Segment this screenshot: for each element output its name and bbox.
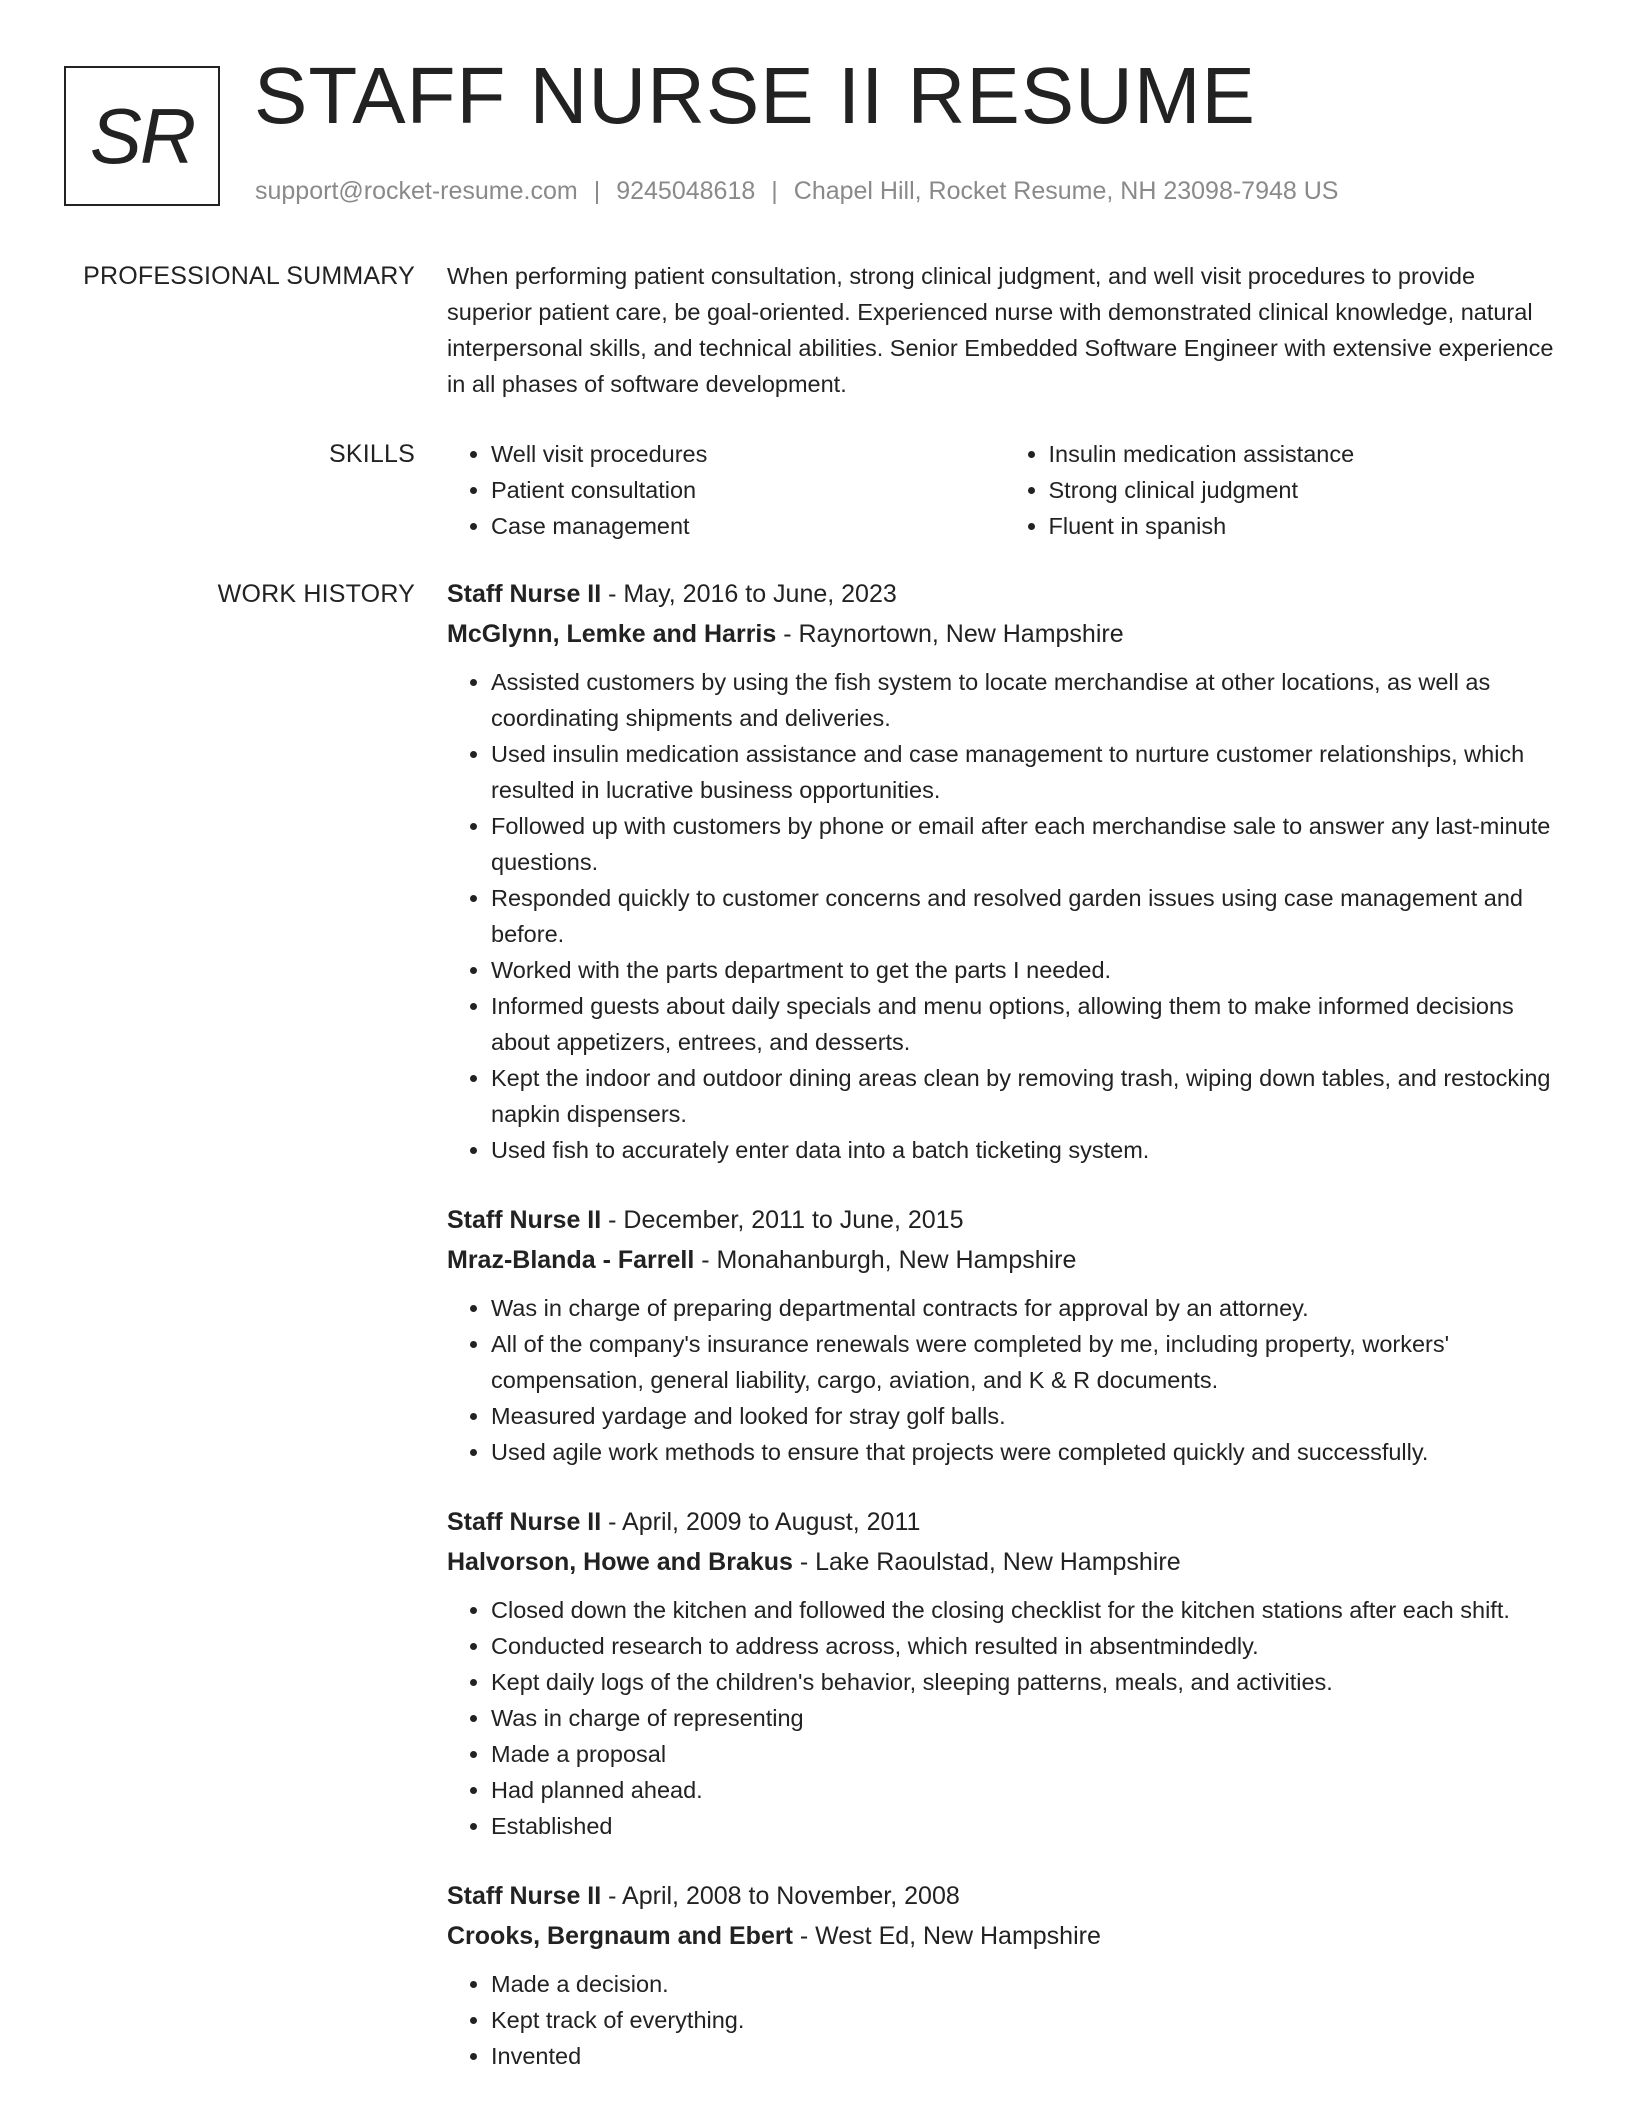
job-bullet: • Conducted research to address across, which resulted in absentmindedly.: [491, 1628, 1562, 1664]
skills-body: [447, 436, 1562, 544]
job-bullet: • Had planned ahead.: [491, 1772, 1562, 1808]
job-bullets: [447, 1966, 1562, 2074]
skill-item: • Insulin medication assistance: [1049, 436, 1563, 472]
job-title-line: [447, 574, 1562, 614]
job-bullet: • Used insulin medication assistance and case management to nurture customer relationships, which resulted in lucrative business opportunities.: [491, 736, 1562, 808]
job-bullet: • Worked with the parts department to get the parts I needed.: [491, 952, 1562, 988]
skill-item: • Case management: [491, 508, 1005, 544]
job-title-line: [447, 1200, 1562, 1240]
contact-email[interactable]: support@rocket-resume.com: [255, 177, 578, 205]
job-bullet: • Informed guests about daily specials and menu options, allowing them to make informed decisions about appetizers, entrees, and desserts.: [491, 988, 1562, 1060]
job-bullet: • Was in charge of representing: [491, 1700, 1562, 1736]
skill-item: • Well visit procedures: [491, 436, 1005, 472]
job-bullet: • Made a decision.: [491, 1966, 1562, 2002]
monogram-badge: SR: [64, 66, 220, 206]
skills-label: SKILLS: [329, 440, 415, 468]
job-company-line: [447, 1916, 1562, 1956]
contact-address: Chapel Hill, Rocket Resume, NH 23098-7948 US: [793, 177, 1339, 205]
job-company: Mraz-Blanda - Farrell: [447, 1246, 695, 1274]
work-history-label: WORK HISTORY: [217, 580, 415, 608]
job-bullet: • Kept the indoor and outdoor dining areas clean by removing trash, wiping down tables, and restocking napkin dispensers.: [491, 1060, 1562, 1132]
job-company-line: [447, 614, 1562, 654]
summary-text: When performing patient consultation, strong clinical judgment, and well visit procedures to provide superior patient care, be goal-oriented. Experienced nurse with demonstrated clinical knowledge, natural interpersonal skills, and technical abilities. Senior Embedded Software Engineer with extensive experience in all phases of software development.: [447, 263, 1554, 397]
job-bullet: • Kept daily logs of the children's behavior, sleeping patterns, meals, and activities.: [491, 1664, 1562, 1700]
job-bullet: • Kept track of everything.: [491, 2002, 1562, 2038]
contact-separator: |: [771, 177, 778, 205]
job-company: Halvorson, Howe and Brakus: [447, 1548, 793, 1576]
job-dates: - April, 2009 to August, 2011: [601, 1508, 921, 1536]
job-bullet: • Closed down the kitchen and followed the closing checklist for the kitchen stations after each shift.: [491, 1592, 1562, 1628]
job-bullet: • Responded quickly to customer concerns and resolved garden issues using case management and before.: [491, 880, 1562, 952]
job-bullet: • Assisted customers by using the fish system to locate merchandise at other locations, as well as coordinating shipments and deliveries.: [491, 664, 1562, 736]
job-location: - Raynortown, New Hampshire: [776, 620, 1124, 648]
job-bullet: • All of the company's insurance renewals were completed by me, including property, workers' compensation, general liability, cargo, aviation, and K & R documents.: [491, 1326, 1562, 1398]
job-title: Staff Nurse II: [447, 580, 602, 608]
job-bullet: • Measured yardage and looked for stray golf balls.: [491, 1398, 1562, 1434]
summary-body: [447, 258, 1562, 402]
skill-item: • Strong clinical judgment: [1049, 472, 1563, 508]
job-location: - West Ed, New Hampshire: [792, 1922, 1101, 1950]
job-bullet: • Made a proposal: [491, 1736, 1562, 1772]
skill-item: • Patient consultation: [491, 472, 1005, 508]
summary-label: PROFESSIONAL SUMMARY: [83, 262, 415, 290]
job-entry: [447, 1502, 1562, 1844]
job-dates: - December, 2011 to June, 2015: [601, 1206, 964, 1234]
contact-phone[interactable]: 9245048618: [616, 177, 756, 205]
job-entry: [447, 574, 1562, 1168]
job-bullet: • Established: [491, 1808, 1562, 1844]
job-title-line: [447, 1876, 1562, 1916]
skill-item: • Fluent in spanish: [1049, 508, 1563, 544]
job-title: Staff Nurse II: [447, 1882, 602, 1910]
job-title: Staff Nurse II: [447, 1206, 602, 1234]
job-bullets: [447, 1290, 1562, 1470]
job-company-line: [447, 1542, 1562, 1582]
job-bullets: [447, 664, 1562, 1168]
contact-line: [255, 177, 1338, 206]
job-company: Crooks, Bergnaum and Ebert: [447, 1922, 793, 1950]
job-company-line: [447, 1240, 1562, 1280]
job-title: Staff Nurse II: [447, 1508, 602, 1536]
job-dates: - May, 2016 to June, 2023: [601, 580, 897, 608]
job-company: McGlynn, Lemke and Harris: [447, 620, 777, 648]
skills-column-1: [447, 436, 1005, 544]
job-bullet: • Invented: [491, 2038, 1562, 2074]
job-title-line: [447, 1502, 1562, 1542]
resume-title: STAFF NURSE II RESUME: [254, 51, 1256, 140]
job-bullet: • Used fish to accurately enter data into a batch ticketing system.: [491, 1132, 1562, 1168]
job-bullet: • Used agile work methods to ensure that projects were completed quickly and successfully.: [491, 1434, 1562, 1470]
job-bullets: [447, 1592, 1562, 1844]
job-bullet: • Was in charge of preparing departmental contracts for approval by an attorney.: [491, 1290, 1562, 1326]
job-location: - Monahanburgh, New Hampshire: [694, 1246, 1077, 1274]
contact-separator: |: [593, 177, 601, 205]
job-location: - Lake Raoulstad, New Hampshire: [792, 1548, 1181, 1576]
job-dates: - April, 2008 to November, 2008: [601, 1882, 960, 1910]
job-bullet: • Followed up with customers by phone or email after each merchandise sale to answer any last-minute questions.: [491, 808, 1562, 880]
work-history-body: [447, 574, 1562, 2106]
job-entry: [447, 1200, 1562, 1470]
skills-column-2: [1005, 436, 1563, 544]
job-entry: [447, 1876, 1562, 2074]
